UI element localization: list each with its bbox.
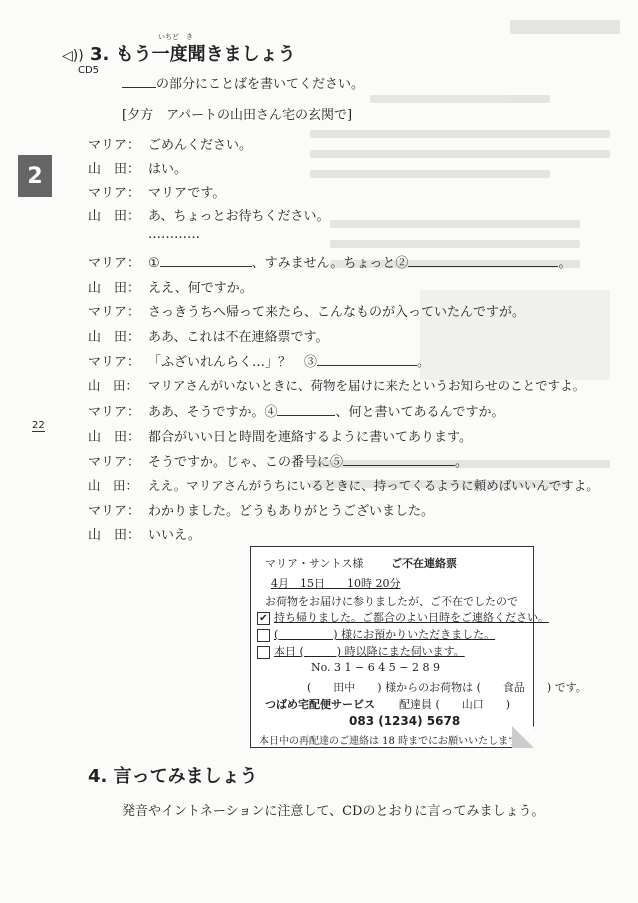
page-number: 22	[32, 420, 45, 431]
dialogue-line: マリア： さっきうちへ帰って来たら、こんなものが入っていたんですが。	[88, 305, 526, 320]
cd-track: CD5	[78, 65, 100, 76]
notice-company: つばめ宅配便サービス	[265, 698, 375, 711]
dialogue-line: 山 田： ええ。マリアさんがうちにいるときに、持ってくるように頼めばいいんですよ。	[88, 478, 599, 493]
dialogue-ellipsis: …………	[148, 227, 200, 242]
notice-date: 4月 15日 10時 20分	[271, 577, 401, 590]
dialogue-line: マリア： わかりました。どうもありがとうございました。	[88, 504, 435, 519]
notice-option-3: 本日 ( ) 時以降にまた伺います。	[257, 643, 465, 659]
dialogue-line: 山 田： あ、ちょっとお待ちください。	[88, 209, 330, 224]
dialogue-line: 山 田： はい。	[88, 162, 188, 177]
section3-number: 3.	[89, 44, 110, 65]
section3-title: もう一度聞きましょう	[115, 44, 296, 65]
notice-title: ご不在連絡票	[391, 557, 457, 570]
notice-option-1: ✔ 持ち帰りました。ご都合のよい日時をご連絡ください。	[257, 609, 549, 625]
dialogue-line: マリア： ごめんください。	[88, 138, 253, 153]
notice-addressee: マリア・サントス様	[265, 557, 364, 570]
blank-5	[343, 465, 455, 466]
dialogue-line: マリア： そうですか。じゃ、この番号に⑤ 。	[88, 455, 469, 470]
section4-number: 4.	[88, 766, 108, 787]
section4-heading	[88, 762, 258, 788]
blank-2	[408, 266, 558, 267]
notice-number: No. 3 1 − 6 4 5 − 2 8 9	[311, 661, 440, 674]
dialogue-line: マリア： マリアです。	[88, 186, 226, 201]
dialogue-line: 山 田： マリアさんがいないときに、荷物を届けに来たというお知らせのことですよ。	[88, 378, 586, 393]
dialogue-line: 山 田： いいえ。	[88, 528, 201, 543]
notice-phone: 083 (1234) 5678	[349, 714, 461, 728]
section3-ruby: いちど き	[158, 33, 193, 41]
section4-title: 言ってみましょう	[113, 766, 258, 787]
notice-intro: お荷物をお届けに参りましたが、ご不在でしたので	[265, 595, 518, 608]
checkbox-empty	[257, 646, 270, 659]
checkbox-checked: ✔	[257, 612, 270, 625]
notice-option-2: ( ) 様にお預かりいただきました。	[257, 626, 495, 642]
absence-notice	[250, 546, 587, 748]
section3-instruction: の部分にことばを書いてください。	[122, 73, 364, 92]
checkbox-empty	[257, 629, 270, 642]
notice-courier: 配達員 ( 山口 )	[399, 698, 511, 711]
dialogue-line: マリア： ① 、すみません。ちょっと② 。	[88, 256, 572, 271]
dialogue-line: 山 田： ああ、これは不在連絡票です。	[88, 330, 329, 345]
page-curl-shadow	[512, 726, 534, 748]
dialogue-line: マリア： ああ、そうですか。④ 、何と書いてあるんですか。	[88, 405, 505, 420]
section3-heading	[62, 40, 296, 66]
dialogue-line: マリア： 「ふざいれんらく…」？ ③ 。	[88, 355, 431, 370]
blank-1	[160, 266, 252, 267]
notice-footer: 本日中の再配達のご連絡は 18 時までにお願いいたします。	[259, 736, 528, 747]
speaker-icon: ◁))	[62, 48, 84, 64]
dialogue-line: 山 田： 都合がいい日と時間を連絡するように書いてあります。	[88, 430, 472, 445]
blank-3	[317, 365, 417, 366]
notice-sender: ( 田中 ) 様からのお荷物は ( 食品 ) です。	[307, 681, 587, 694]
scene-description: [夕方 アパートの山田さん宅の玄関で]	[122, 108, 353, 123]
dialogue-line: 山 田： ええ、何ですか。	[88, 281, 253, 296]
section4-instruction: 発音やイントネーションに注意して、CDのとおりに言ってみましょう。	[122, 804, 545, 819]
blank-4	[277, 415, 335, 416]
chapter-tab: 2	[18, 155, 52, 197]
